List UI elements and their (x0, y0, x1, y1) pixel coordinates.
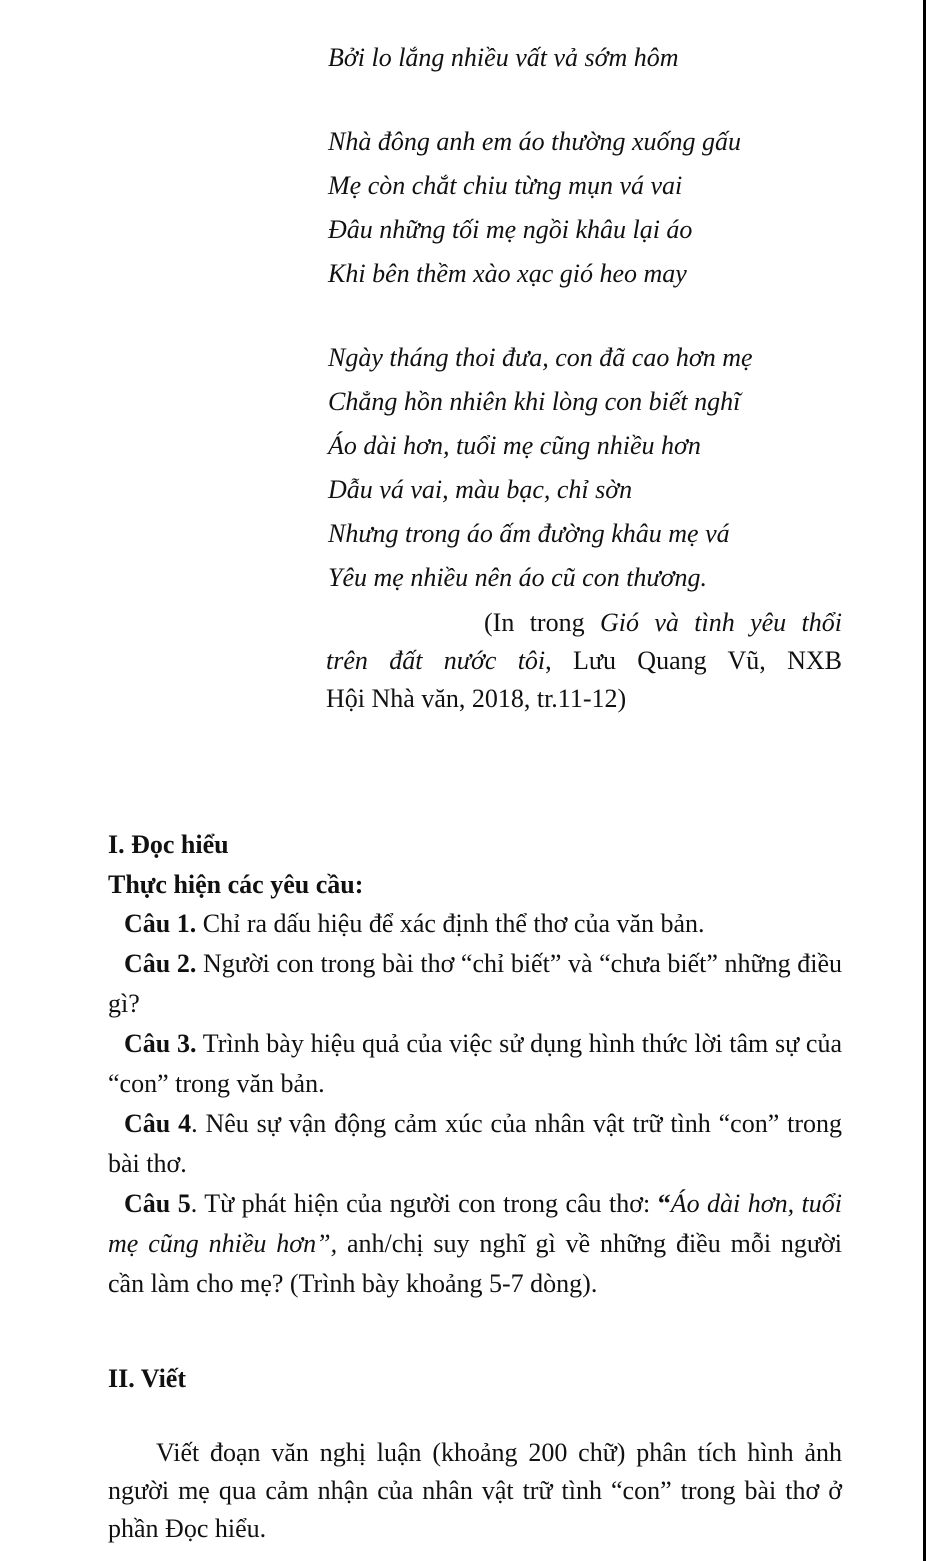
poem-line: Yêu mẹ nhiều nên áo cũ con thương. (328, 563, 707, 592)
quote-open-mark: “ (657, 1189, 671, 1218)
question-text: . Từ phát hiện của người con trong câu thơ: (190, 1189, 658, 1218)
question-text: Trình bày hiệu quả của việc sử dụng hình thức lời tâm sự của “con” trong văn bản. (108, 1029, 842, 1098)
question-label: Câu 3. (124, 1029, 197, 1058)
question-text: . Nêu sự vận động cảm xúc của nhân vật trữ tình “con” trong bài thơ. (108, 1109, 842, 1178)
question-label: Câu 4 (124, 1109, 192, 1138)
reading-section (108, 826, 842, 1304)
poem-citation (326, 604, 842, 718)
question-4 (108, 1104, 842, 1184)
question-5 (108, 1184, 842, 1304)
question-label: Câu 5 (124, 1189, 191, 1218)
page-border-line (923, 0, 926, 1561)
poem-line: Nhà đông anh em áo thường xuống gấu (328, 127, 741, 156)
section-heading-writing: II. Viết (108, 1364, 186, 1393)
poem-line: Bởi lo lắng nhiều vất vả sớm hôm (328, 43, 679, 72)
section-subheading: Thực hiện các yêu cầu: (108, 870, 364, 899)
question-label: Câu 2. (124, 949, 197, 978)
poem (328, 36, 848, 600)
citation-author-publisher: , Lưu Quang Vũ, NXB (545, 646, 842, 675)
question-3 (108, 1024, 842, 1104)
question-2 (108, 944, 842, 1024)
poem-line: Dẫu vá vai, màu bạc, chỉ sờn (328, 475, 633, 504)
citation-prefix: (In trong (484, 608, 600, 637)
poem-line: Đâu những tối mẹ ngồi khâu lại áo (328, 215, 693, 244)
poem-line: Ngày tháng thoi đưa, con đã cao hơn mẹ (328, 343, 753, 372)
writing-prompt: Viết đoạn văn nghị luận (khoảng 200 chữ) phân tích hình ảnh người mẹ qua cảm nhận của nhân vật trữ tình “con” trong bài thơ ở phần Đọc hiểu. (108, 1438, 842, 1543)
question-1 (108, 904, 842, 944)
poem-line: Áo dài hơn, tuổi mẹ cũng nhiều hơn (328, 431, 701, 460)
citation-publisher-year: Hội Nhà văn, 2018, tr.11-12) (326, 684, 627, 713)
poem-line: Nhưng trong áo ấm đường khâu mẹ vá (328, 519, 730, 548)
quoted-verse: Áo dài hơn, tuổi mẹ cũng nhiều hơn”, (108, 1189, 842, 1258)
poem-line: Khi bên thềm xào xạc gió heo may (328, 259, 687, 288)
question-text: Chỉ ra dấu hiệu để xác định thể thơ của văn bản. (196, 909, 705, 938)
question-text: Người con trong bài thơ “chỉ biết” và “chưa biết” những điều gì? (108, 949, 842, 1018)
writing-section (108, 1360, 842, 1548)
poem-line: Mẹ còn chắt chiu từng mụn vá vai (328, 171, 683, 200)
citation-title-part1: Gió và tình yêu thổi (599, 608, 843, 637)
section-heading-reading: I. Đọc hiểu (108, 830, 229, 859)
citation-title-part2: trên đất nước tôi (326, 646, 546, 675)
question-label: Câu 1. (124, 909, 197, 938)
question-text: anh/chị suy nghĩ gì về những điều mỗi người cần làm cho mẹ? (Trình bày khoảng 5-7 dòng). (108, 1229, 842, 1298)
poem-line: Chẳng hồn nhiên khi lòng con biết nghĩ (328, 387, 741, 416)
